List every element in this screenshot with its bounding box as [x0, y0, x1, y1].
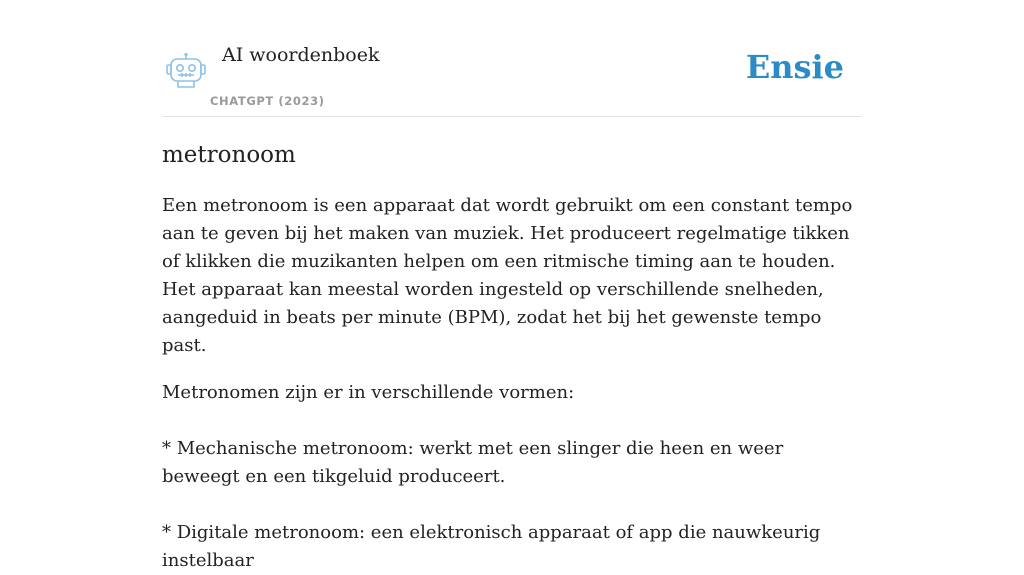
brand-logo-link[interactable]: Ensie [745, 48, 844, 86]
entry-paragraph: Metronomen zijn er in verschillende vormen: [162, 382, 575, 403]
header [162, 0, 862, 117]
entry-list-item: * Digitale metronoom: een elektronisch apparaat of app die nauwkeurig instelbaar [162, 522, 821, 571]
source-title: AI woordenboek [222, 44, 380, 66]
entry-content [162, 136, 862, 575]
entry-term: metronoom [162, 142, 296, 168]
robot-icon [166, 52, 206, 90]
entry-list-item: * Mechanische metronoom: werkt met een slinger die heen en weer beweegt en een tikgeluid produceert. [162, 438, 784, 487]
entry-paragraph: Een metronoom is een apparaat dat wordt gebruikt om een constant tempo aan te geven bij het maken van muziek. Het produceert regelmatige tikken of klikken die muzikanten helpen om een ritmische timing aan te houden. Het apparaat kan meestal worden ingesteld op verschillende snelheden, aangeduid in beats per minute (BPM), zodat het bij het gewenste tempo past. [162, 195, 853, 356]
source-subtitle: CHATGPT (2023) [210, 94, 325, 108]
